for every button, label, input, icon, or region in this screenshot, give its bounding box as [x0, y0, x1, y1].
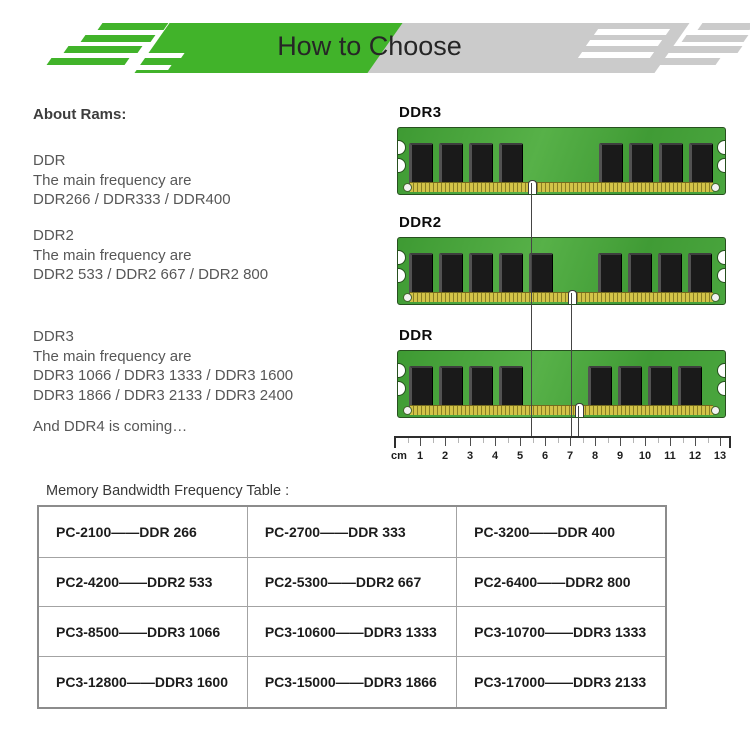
- banner-stripe-green: [64, 46, 143, 53]
- ruler-half-tick: [433, 438, 434, 443]
- notch-guide-line: [571, 293, 572, 437]
- ruler-half-tick: [708, 438, 709, 443]
- pcb-board: [397, 237, 726, 305]
- ruler-tick: [570, 438, 571, 446]
- ruler-tick: [645, 438, 646, 446]
- corner-hole: [711, 406, 720, 415]
- ruler-number: 10: [638, 450, 652, 462]
- key-notch: [528, 180, 537, 194]
- ruler-tick: [545, 438, 546, 446]
- pcb-board: [397, 127, 726, 195]
- corner-hole: [711, 293, 720, 302]
- edge-cutout: [717, 363, 726, 378]
- key-notch: [575, 403, 584, 417]
- edge-cutout: [397, 250, 406, 265]
- memory-chip: [599, 143, 623, 187]
- memory-chip: [439, 253, 463, 297]
- memory-chip: [469, 143, 493, 187]
- edge-cutout: [717, 381, 726, 396]
- banner-stripe-white: [594, 29, 670, 35]
- corner-hole: [711, 183, 720, 192]
- edge-cutout: [717, 268, 726, 283]
- edge-cutout: [397, 363, 406, 378]
- about-section-line: DDR2 533 / DDR2 667 / DDR2 800: [33, 266, 269, 283]
- corner-hole: [403, 406, 412, 415]
- about-section-name: DDR: [33, 152, 66, 169]
- banner-title: How to Choose: [277, 31, 462, 61]
- ruler-tick: [620, 438, 621, 446]
- ruler-tick: [445, 438, 446, 446]
- ruler-tick: [595, 438, 596, 446]
- memory-chip: [499, 253, 523, 297]
- banner-stripe-gray: [698, 23, 750, 30]
- ruler-end-cap: [729, 436, 731, 448]
- gold-pins: [410, 292, 713, 302]
- ram-module-ddr: [397, 327, 726, 418]
- notch-guide-line: [578, 406, 579, 437]
- ram-module-ddr2: [397, 214, 726, 305]
- ruler-half-tick: [658, 438, 659, 443]
- pcb-board: [397, 350, 726, 418]
- about-section-ddr: [33, 151, 231, 210]
- about-section-name: DDR2: [33, 227, 74, 244]
- banner-stripe-white: [111, 65, 171, 70]
- ruler-number: 4: [491, 450, 499, 462]
- banner-stripe-green: [81, 35, 156, 42]
- ruler-number: 11: [664, 450, 676, 462]
- ruler-tick: [670, 438, 671, 446]
- ruler-half-tick: [508, 438, 509, 443]
- banner-stripe-white: [578, 52, 654, 58]
- freq-table-row: [38, 657, 666, 708]
- memory-chip: [409, 143, 433, 187]
- memory-chip: [658, 253, 682, 297]
- table-heading: Memory Bandwidth Frequency Table :: [46, 483, 290, 499]
- memory-chip: [618, 366, 642, 410]
- freq-table-cell: PC-2100——DDR 266: [38, 506, 247, 557]
- freq-table-cell: PC-3200——DDR 400: [457, 506, 666, 557]
- notch-guide-line: [531, 183, 532, 437]
- edge-cutout: [717, 158, 726, 173]
- memory-chip: [499, 366, 523, 410]
- memory-chip: [409, 366, 433, 410]
- memory-chip: [439, 143, 463, 187]
- about-section-ddr2: [33, 226, 268, 285]
- edge-cutout: [397, 158, 406, 173]
- freq-table-cell: PC2-4200——DDR2 533: [38, 557, 247, 607]
- freq-table-cell: PC3-17000——DDR3 2133: [457, 657, 666, 708]
- banner-stripe-green: [47, 58, 130, 65]
- edge-cutout: [717, 140, 726, 155]
- gold-pins: [410, 405, 713, 415]
- ruler-tick: [420, 438, 421, 446]
- ruler-half-tick: [458, 438, 459, 443]
- key-notch: [568, 290, 577, 304]
- memory-chip: [499, 143, 523, 187]
- memory-chip: [648, 366, 672, 410]
- ruler-number: 8: [591, 450, 599, 462]
- memory-chip: [588, 366, 612, 410]
- freq-table-row: [38, 506, 666, 557]
- edge-cutout: [717, 250, 726, 265]
- freq-table-row: [38, 607, 666, 657]
- ruler-half-tick: [408, 438, 409, 443]
- memory-chip: [598, 253, 622, 297]
- ruler-number: 1: [416, 450, 424, 462]
- edge-cutout: [397, 268, 406, 283]
- about-section-line: DDR266 / DDR333 / DDR400: [33, 191, 231, 208]
- memory-chip: [629, 143, 653, 187]
- about-section-line: DDR3 1066 / DDR3 1333 / DDR3 1600: [33, 367, 294, 384]
- banner-stripe-white: [586, 40, 662, 46]
- banner-stripe-green: [98, 23, 169, 30]
- freq-table-cell: PC3-10600——DDR3 1333: [247, 607, 456, 657]
- memory-chip: [469, 253, 493, 297]
- ruler-half-tick: [483, 438, 484, 443]
- freq-table-cell: PC2-5300——DDR2 667: [247, 557, 456, 607]
- ddr4-footnote: And DDR4 is coming…: [33, 418, 188, 435]
- ruler-tick: [695, 438, 696, 446]
- ruler-half-tick: [533, 438, 534, 443]
- module-label: DDR3: [399, 104, 442, 121]
- edge-cutout: [397, 381, 406, 396]
- corner-hole: [403, 293, 412, 302]
- edge-cutout: [397, 140, 406, 155]
- ruler-number: 9: [616, 450, 624, 462]
- about-section-line: The main frequency are: [33, 171, 192, 189]
- ruler-half-tick: [558, 438, 559, 443]
- ruler-number: 3: [466, 450, 474, 462]
- about-section-ddr3: [33, 327, 293, 405]
- module-label: DDR: [399, 327, 433, 344]
- ruler-end-cap: [394, 436, 396, 448]
- corner-hole: [403, 183, 412, 192]
- ruler-tick: [495, 438, 496, 446]
- memory-chip: [678, 366, 702, 410]
- ruler-half-tick: [633, 438, 634, 443]
- banner-stripe-white: [126, 53, 184, 58]
- ruler-tick: [520, 438, 521, 446]
- memory-chip: [409, 253, 433, 297]
- ruler-number: 7: [566, 450, 574, 462]
- freq-table-cell: PC-2700——DDR 333: [247, 506, 456, 557]
- gold-pins: [410, 182, 713, 192]
- freq-table-cell: PC2-6400——DDR2 800: [457, 557, 666, 607]
- memory-chip: [439, 366, 463, 410]
- ruler-number: 5: [516, 450, 524, 462]
- banner-stripe-gray: [682, 35, 749, 42]
- memory-bandwidth-table: [37, 505, 667, 709]
- ruler-half-tick: [683, 438, 684, 443]
- about-section-name: DDR3: [33, 328, 74, 345]
- ruler-number: 12: [688, 450, 702, 462]
- freq-table-row: [38, 557, 666, 607]
- freq-table-cell: PC3-10700——DDR3 1333: [457, 607, 666, 657]
- memory-chip: [659, 143, 683, 187]
- freq-table-cell: PC3-8500——DDR3 1066: [38, 607, 247, 657]
- about-section-line: The main frequency are: [33, 246, 192, 264]
- freq-table-cell: PC3-12800——DDR3 1600: [38, 657, 247, 708]
- ruler-number: 2: [441, 450, 449, 462]
- freq-table-cell: PC3-15000——DDR3 1866: [247, 657, 456, 708]
- about-section-line: The main frequency are: [33, 347, 192, 365]
- memory-chip: [688, 253, 712, 297]
- ram-module-ddr3: [397, 104, 726, 195]
- ruler-unit-label: cm: [391, 450, 407, 462]
- banner-stripe-gray: [650, 58, 721, 65]
- memory-chip: [689, 143, 713, 187]
- ruler-number: 6: [541, 450, 549, 462]
- ruler-half-tick: [583, 438, 584, 443]
- banner-stripe-gray: [666, 46, 743, 53]
- about-rams-heading: About Rams:: [33, 106, 127, 123]
- memory-chip: [469, 366, 493, 410]
- module-label: DDR2: [399, 214, 442, 231]
- about-section-line: DDR3 1866 / DDR3 2133 / DDR3 2400: [33, 386, 294, 404]
- memory-chip: [529, 253, 553, 297]
- ruler-number: 13: [713, 450, 727, 462]
- ruler-tick: [720, 438, 721, 446]
- ruler-half-tick: [608, 438, 609, 443]
- memory-chip: [628, 253, 652, 297]
- ruler-tick: [470, 438, 471, 446]
